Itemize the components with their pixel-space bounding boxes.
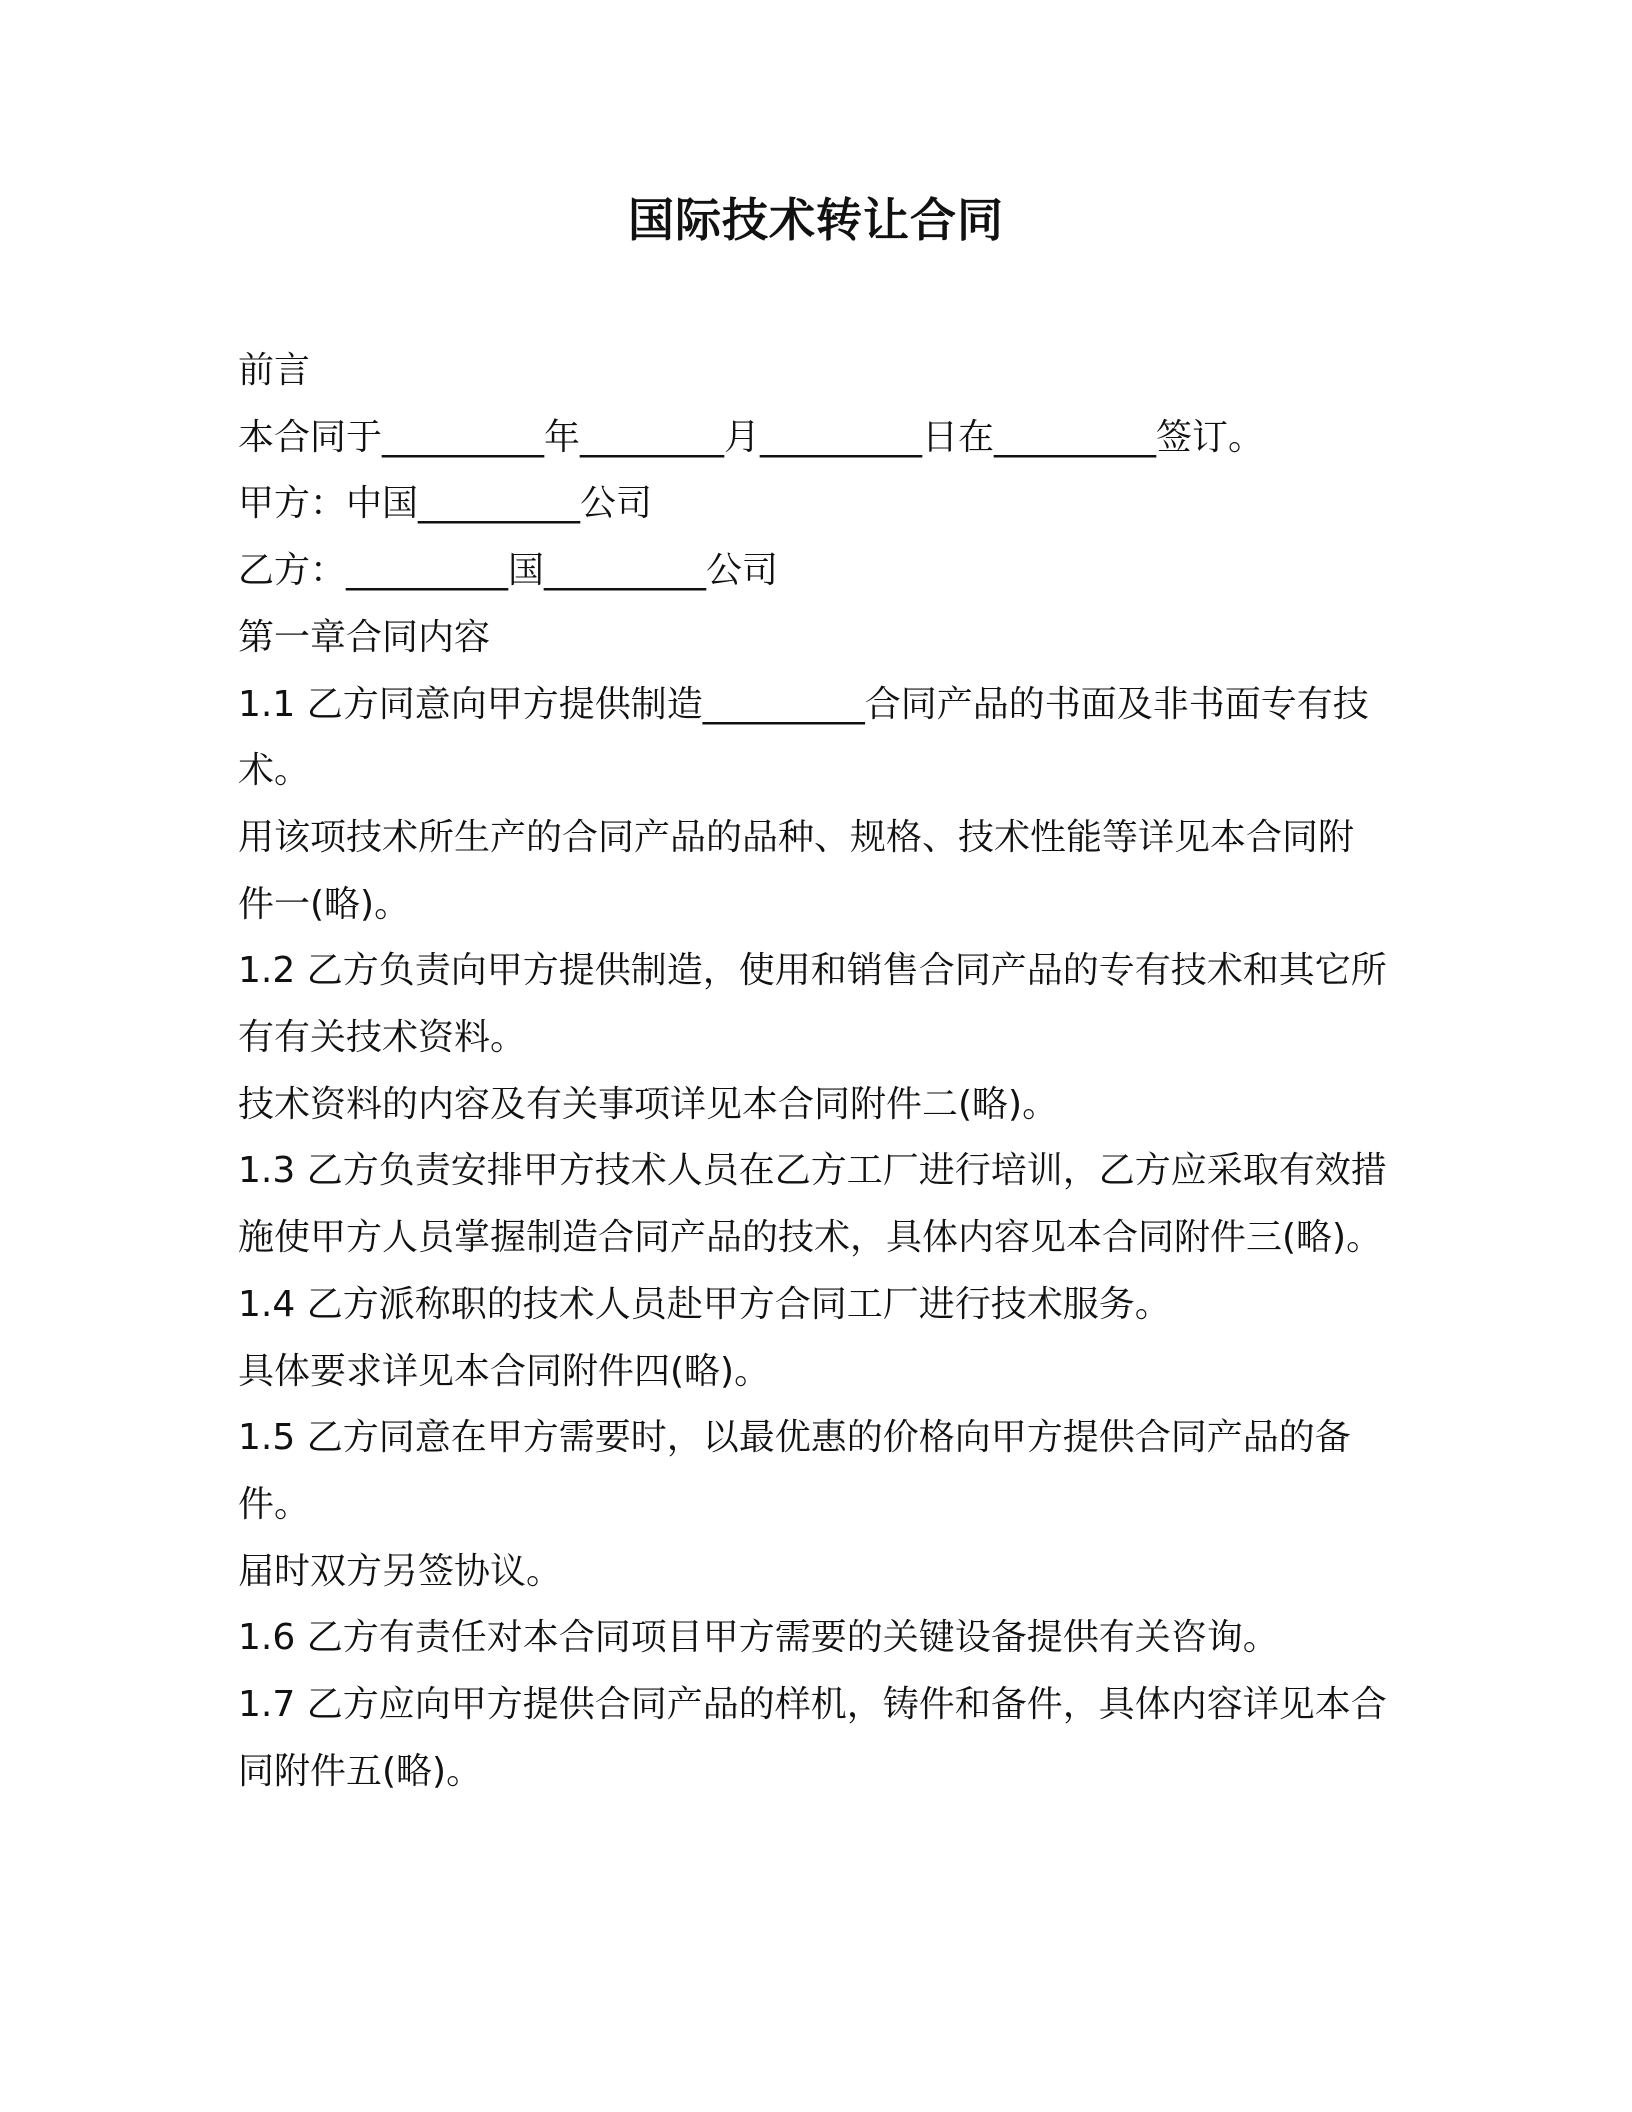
clause-1-5-detail: 届时双方另签协议。 [238,1550,563,1592]
clause-1-2: 1.2 乙方负责向甲方提供制造，使用和销售合同产品的专有技术和其它所有有关技术资料。 [238,950,1387,1059]
paragraph-signing-date: 本合同于_________年________月_________日在_________签订。 [238,416,1265,458]
paragraph-party-a: 甲方：中国_________公司 [238,483,653,525]
clause-1-1: 1.1 乙方同意向甲方提供制造_________合同产品的书面及非书面专有技术。 [238,683,1369,792]
clause-1-6: 1.6 乙方有责任对本合同项目甲方需要的关键设备提供有关咨询。 [238,1617,1279,1659]
clause-1-5: 1.5 乙方同意在甲方需要时，以最优惠的价格向甲方提供合同产品的备件。 [238,1417,1351,1525]
chapter-heading: 第一章合同内容 [238,616,491,658]
clause-1-7: 1.7 乙方应向甲方提供合同产品的样机，铸件和备件，具体内容详见本合同附件五(略)。 [238,1684,1387,1792]
paragraph-preface-heading: 前言 [238,350,311,391]
clause-1-4-detail: 具体要求详见本合同附件四(略)。 [238,1350,771,1392]
clause-1-2-detail: 技术资料的内容及有关事项详见本合同附件二(略)。 [238,1083,1059,1125]
clause-1-1-detail: 用该项技术所生产的合同产品的品种、规格、技术性能等详见本合同附件一(略)。 [238,816,1355,925]
document-title: 国际技术转让合同 [628,193,1004,247]
document-body [238,338,1388,1805]
paragraph-party-b: 乙方：_________国_________公司 [238,550,779,592]
clause-1-4: 1.4 乙方派称职的技术人员赴甲方合同工厂进行技术服务。 [238,1283,1171,1325]
clause-1-3: 1.3 乙方负责安排甲方技术人员在乙方工厂进行培训，乙方应采取有效措施使甲方人员掌握制造合同产品的技术，具体内容见本合同附件三(略)。 [238,1150,1387,1259]
